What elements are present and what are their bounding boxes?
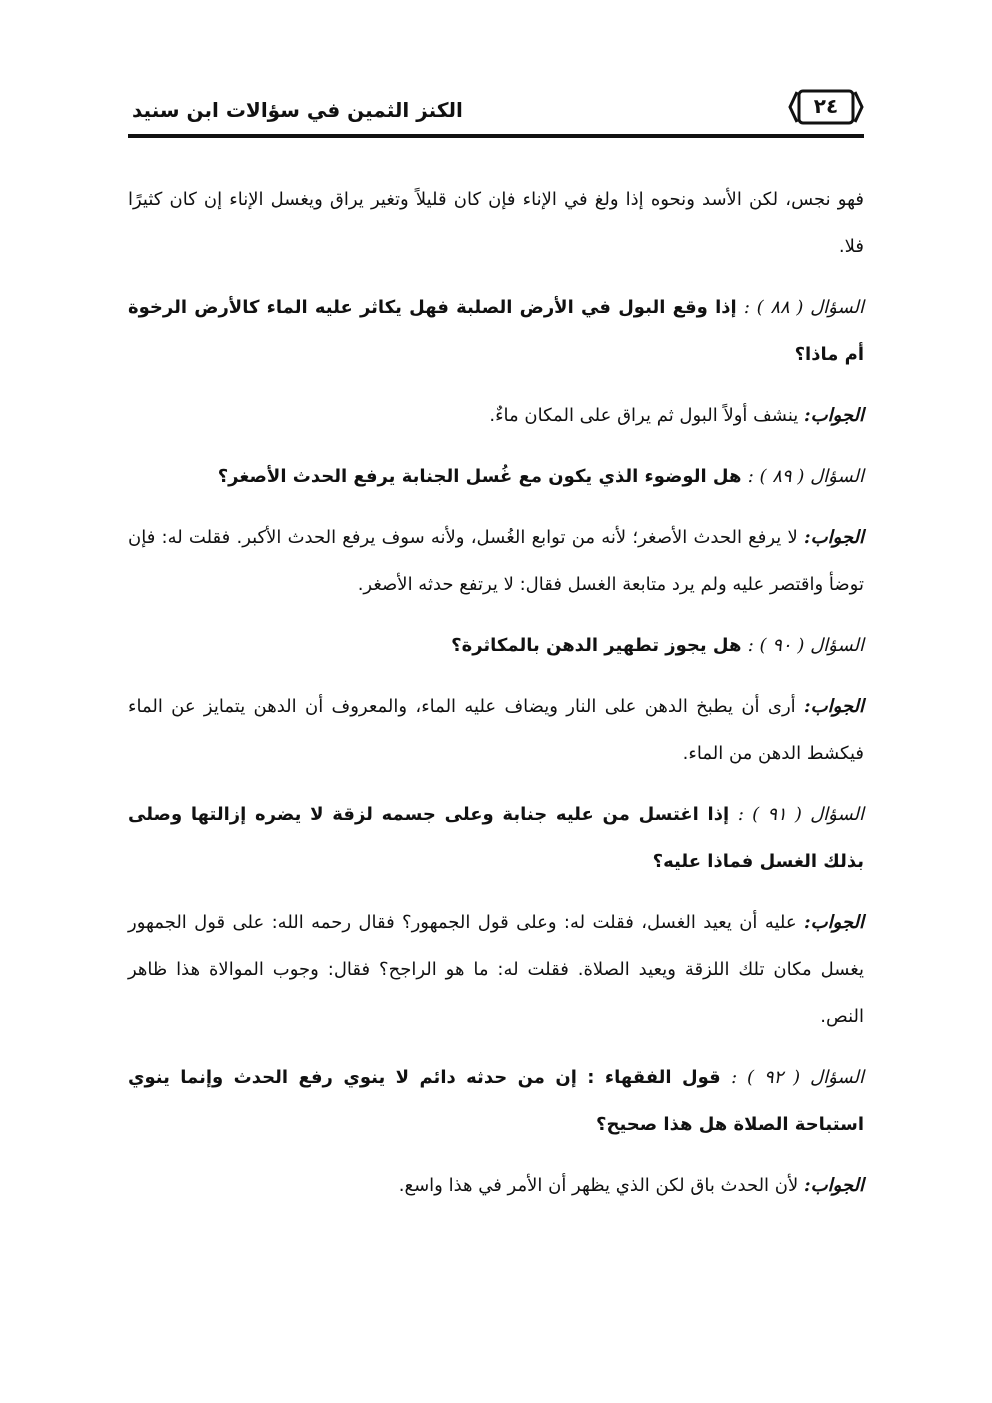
question-text: إذا اغتسل من عليه جنابة وعلى جسمه لزقة لا يضره إزالتها وصلى بذلك الغسل فماذا عليه؟ bbox=[128, 804, 864, 872]
answer-label: الجواب: bbox=[803, 696, 864, 717]
question-label: السؤال ( ٨٨ ) : bbox=[743, 297, 865, 318]
page-header bbox=[128, 86, 864, 138]
answer-text: لا يرفع الحدث الأصغر؛ لأنه من توابع الغُسل، ولأنه سوف يرفع الحدث الأكبر. فقلت له: فإن توضأ واقتصر عليه ولم يرد متابعة الغسل فقال: لا يرتفع حدثه الأصغر. bbox=[128, 527, 864, 595]
answer-88 bbox=[128, 392, 864, 439]
question-90 bbox=[128, 622, 864, 669]
page-number-badge bbox=[788, 88, 864, 126]
answer-89 bbox=[128, 514, 864, 608]
answer-text: عليه أن يعيد الغسل، فقلت له: وعلى قول الجمهور؟ فقال رحمه الله: على قول الجمهور يغسل مكان تلك اللزقة ويعيد الصلاة. فقلت له: ما هو الراجح؟ فقال: وجوب الموالاة هذا ظاهر النص. bbox=[128, 912, 864, 1027]
intro-paragraph: فهو نجس، لكن الأسد ونحوه إذا ولغ في الإناء فإن كان قليلاً وتغير يراق ويغسل الإناء إن كان كثيرًا فلا. bbox=[128, 189, 864, 257]
answer-text: لأن الحدث باق لكن الذي يظهر أن الأمر في هذا واسع. bbox=[398, 1175, 799, 1196]
answer-text: أرى أن يطبخ الدهن على النار ويضاف عليه الماء، والمعروف أن الدهن يتمايز عن الماء فيكشط الدهن من الماء. bbox=[128, 696, 864, 764]
answer-label: الجواب: bbox=[804, 527, 864, 548]
answer-90 bbox=[128, 683, 864, 777]
book-title: الكنز الثمين في سؤالات ابن سنيد bbox=[132, 98, 463, 122]
question-label: السؤال ( ٩١ ) : bbox=[737, 804, 864, 825]
question-text: هل يجوز تطهير الدهن بالمكاثرة؟ bbox=[451, 635, 742, 656]
page-number: ٢٤ bbox=[813, 94, 839, 118]
question-label: السؤال ( ٩٠ ) : bbox=[747, 635, 864, 656]
question-text: هل الوضوء الذي يكون مع غُسل الجنابة يرفع الحدث الأصغر؟ bbox=[217, 466, 742, 487]
question-89 bbox=[128, 453, 864, 500]
answer-label: الجواب: bbox=[804, 912, 864, 933]
answer-label: الجواب: bbox=[804, 1175, 864, 1196]
question-text: إذا وقع البول في الأرض الصلبة فهل يكاثر عليه الماء كالأرض الرخوة أم ماذا؟ bbox=[128, 297, 864, 365]
page-body bbox=[128, 176, 864, 1223]
question-label: السؤال ( ٨٩ ) : bbox=[747, 466, 864, 487]
answer-91 bbox=[128, 899, 864, 1040]
question-92 bbox=[128, 1054, 864, 1148]
question-text: قول الفقهاء : إن من حدثه دائم لا ينوي رفع الحدث وإنما ينوي استباحة الصلاة هل هذا صحيح؟ bbox=[128, 1067, 864, 1135]
question-88 bbox=[128, 284, 864, 378]
header-divider bbox=[128, 134, 864, 138]
question-91 bbox=[128, 791, 864, 885]
answer-label: الجواب: bbox=[804, 405, 864, 426]
answer-text: ينشف أولاً البول ثم يراق على المكان ماءٌ. bbox=[489, 405, 799, 426]
answer-92 bbox=[128, 1162, 864, 1209]
question-label: السؤال ( ٩٢ ) : bbox=[731, 1067, 864, 1088]
